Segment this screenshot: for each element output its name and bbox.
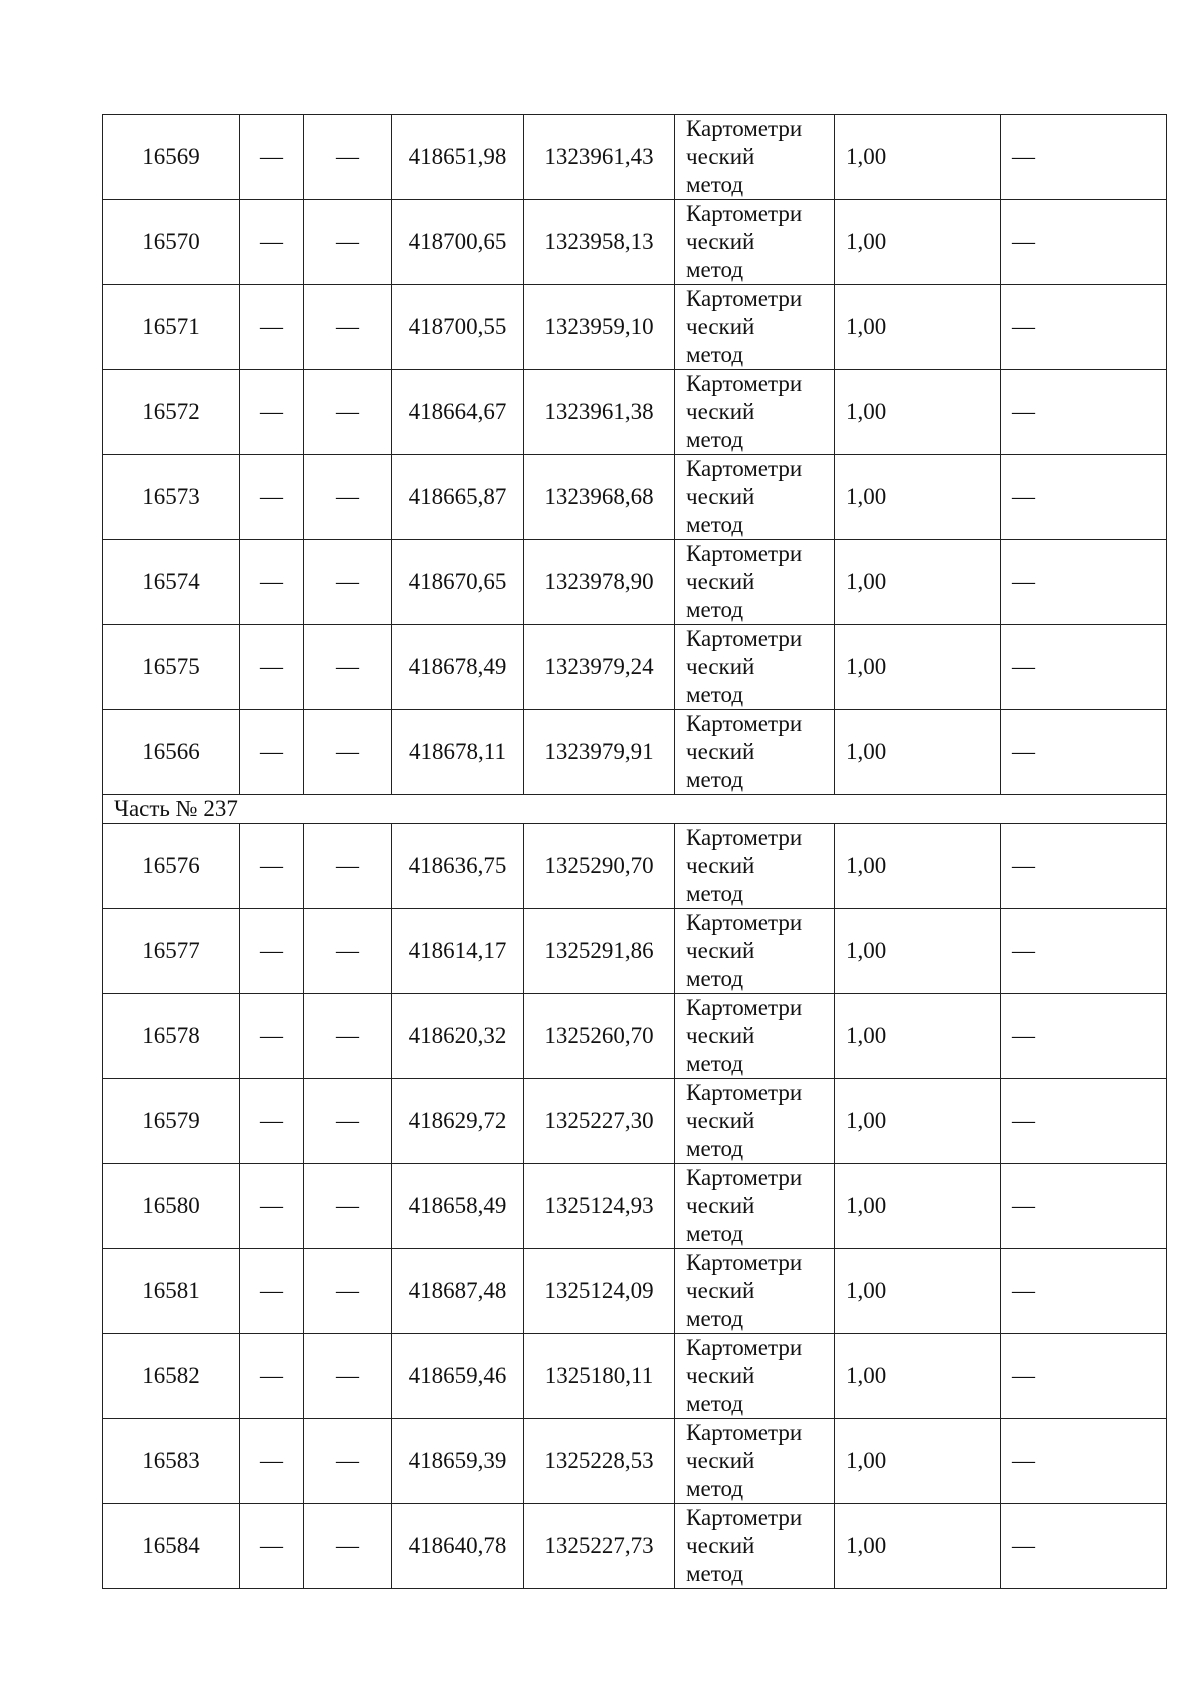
empty-dash-cell: —: [240, 455, 304, 540]
point-number-cell: 16574: [103, 540, 240, 625]
method-text-line: метод: [686, 342, 744, 367]
table-row: [103, 1164, 1167, 1249]
table-row: [103, 285, 1167, 370]
section-label: Часть № 237: [103, 795, 1167, 824]
x-coordinate-cell: 418651,98: [392, 115, 524, 200]
empty-dash-cell: —: [240, 1334, 304, 1419]
accuracy-cell: 1,00: [835, 994, 1001, 1079]
description-dash-cell: —: [1001, 994, 1167, 1079]
accuracy-cell: 1,00: [835, 1504, 1001, 1589]
accuracy-cell: 1,00: [835, 625, 1001, 710]
y-coordinate-cell: 1323961,43: [524, 115, 675, 200]
method-text-line: ческий: [686, 569, 755, 594]
point-number-cell: 16575: [103, 625, 240, 710]
point-number-cell: 16584: [103, 1504, 240, 1589]
empty-dash-cell: —: [240, 994, 304, 1079]
description-dash-cell: —: [1001, 909, 1167, 994]
y-coordinate-cell: 1323979,91: [524, 710, 675, 795]
y-coordinate-cell: 1325124,93: [524, 1164, 675, 1249]
empty-dash-cell: —: [240, 710, 304, 795]
x-coordinate-cell: 418636,75: [392, 824, 524, 909]
point-number-cell: 16569: [103, 115, 240, 200]
method-text-line: Картометри: [686, 825, 803, 850]
method-text-line: ческий: [686, 144, 755, 169]
point-number-cell: 16577: [103, 909, 240, 994]
empty-dash-cell: —: [304, 455, 392, 540]
table-body-after-section: [103, 824, 1167, 1589]
accuracy-cell: 1,00: [835, 1419, 1001, 1504]
method-text-line: Картометри: [686, 1505, 803, 1530]
y-coordinate-cell: 1325291,86: [524, 909, 675, 994]
table-row: [103, 710, 1167, 795]
method-cell: [675, 1249, 835, 1334]
accuracy-cell: 1,00: [835, 285, 1001, 370]
method-text-line: метод: [686, 597, 744, 622]
empty-dash-cell: —: [304, 710, 392, 795]
accuracy-cell: 1,00: [835, 909, 1001, 994]
table-row: [103, 455, 1167, 540]
accuracy-cell: 1,00: [835, 1164, 1001, 1249]
method-text-line: Картометри: [686, 1080, 803, 1105]
method-text-line: ческий: [686, 1023, 755, 1048]
method-text-line: ческий: [686, 938, 755, 963]
accuracy-cell: 1,00: [835, 200, 1001, 285]
description-dash-cell: —: [1001, 115, 1167, 200]
table-row: [103, 625, 1167, 710]
point-number-cell: 16583: [103, 1419, 240, 1504]
method-text-line: Картометри: [686, 711, 803, 736]
description-dash-cell: —: [1001, 710, 1167, 795]
empty-dash-cell: —: [304, 1504, 392, 1589]
empty-dash-cell: —: [304, 1164, 392, 1249]
table-row: [103, 994, 1167, 1079]
accuracy-cell: 1,00: [835, 1249, 1001, 1334]
y-coordinate-cell: 1325227,30: [524, 1079, 675, 1164]
point-number-cell: 16579: [103, 1079, 240, 1164]
point-number-cell: 16573: [103, 455, 240, 540]
x-coordinate-cell: 418678,11: [392, 710, 524, 795]
accuracy-cell: 1,00: [835, 455, 1001, 540]
description-dash-cell: —: [1001, 1334, 1167, 1419]
method-text-line: Картометри: [686, 1165, 803, 1190]
table-row: [103, 1334, 1167, 1419]
x-coordinate-cell: 418678,49: [392, 625, 524, 710]
method-cell: [675, 1334, 835, 1419]
empty-dash-cell: —: [240, 1164, 304, 1249]
method-text-line: ческий: [686, 1108, 755, 1133]
method-text-line: метод: [686, 1306, 744, 1331]
method-text-line: метод: [686, 257, 744, 282]
method-text-line: Картометри: [686, 541, 803, 566]
method-text-line: ческий: [686, 1278, 755, 1303]
method-text-line: ческий: [686, 1448, 755, 1473]
description-dash-cell: —: [1001, 1419, 1167, 1504]
method-cell: [675, 625, 835, 710]
x-coordinate-cell: 418665,87: [392, 455, 524, 540]
y-coordinate-cell: 1325180,11: [524, 1334, 675, 1419]
empty-dash-cell: —: [304, 285, 392, 370]
empty-dash-cell: —: [240, 200, 304, 285]
method-cell: [675, 115, 835, 200]
method-text-line: метод: [686, 1561, 744, 1586]
empty-dash-cell: —: [304, 1079, 392, 1164]
point-number-cell: 16582: [103, 1334, 240, 1419]
table-row: [103, 200, 1167, 285]
method-text-line: метод: [686, 682, 744, 707]
description-dash-cell: —: [1001, 824, 1167, 909]
table-body-before-section: [103, 115, 1167, 795]
method-text-line: ческий: [686, 314, 755, 339]
empty-dash-cell: —: [240, 285, 304, 370]
empty-dash-cell: —: [304, 540, 392, 625]
y-coordinate-cell: 1323978,90: [524, 540, 675, 625]
method-text-line: Картометри: [686, 116, 803, 141]
method-text-line: метод: [686, 1391, 744, 1416]
empty-dash-cell: —: [304, 1419, 392, 1504]
method-cell: [675, 285, 835, 370]
empty-dash-cell: —: [304, 200, 392, 285]
y-coordinate-cell: 1325124,09: [524, 1249, 675, 1334]
description-dash-cell: —: [1001, 625, 1167, 710]
method-text-line: метод: [686, 427, 744, 452]
table-row: [103, 1079, 1167, 1164]
table-row: [103, 540, 1167, 625]
method-text-line: метод: [686, 512, 744, 537]
point-number-cell: 16571: [103, 285, 240, 370]
method-text-line: ческий: [686, 654, 755, 679]
x-coordinate-cell: 418659,39: [392, 1419, 524, 1504]
method-cell: [675, 710, 835, 795]
empty-dash-cell: —: [240, 1249, 304, 1334]
empty-dash-cell: —: [304, 115, 392, 200]
empty-dash-cell: —: [304, 909, 392, 994]
x-coordinate-cell: 418700,55: [392, 285, 524, 370]
method-text-line: Картометри: [686, 910, 803, 935]
table-row: [103, 115, 1167, 200]
method-text-line: ческий: [686, 739, 755, 764]
x-coordinate-cell: 418687,48: [392, 1249, 524, 1334]
x-coordinate-cell: 418640,78: [392, 1504, 524, 1589]
method-cell: [675, 1164, 835, 1249]
table-row: [103, 1419, 1167, 1504]
method-text-line: метод: [686, 881, 744, 906]
section-header: [103, 795, 1167, 824]
x-coordinate-cell: 418664,67: [392, 370, 524, 455]
method-text-line: ческий: [686, 399, 755, 424]
x-coordinate-cell: 418620,32: [392, 994, 524, 1079]
table-row: [103, 824, 1167, 909]
accuracy-cell: 1,00: [835, 115, 1001, 200]
empty-dash-cell: —: [304, 994, 392, 1079]
method-text-line: Картометри: [686, 371, 803, 396]
method-text-line: Картометри: [686, 995, 803, 1020]
method-text-line: ческий: [686, 229, 755, 254]
empty-dash-cell: —: [240, 540, 304, 625]
description-dash-cell: —: [1001, 370, 1167, 455]
x-coordinate-cell: 418658,49: [392, 1164, 524, 1249]
empty-dash-cell: —: [304, 370, 392, 455]
x-coordinate-cell: 418614,17: [392, 909, 524, 994]
method-cell: [675, 994, 835, 1079]
description-dash-cell: —: [1001, 1079, 1167, 1164]
method-text-line: ческий: [686, 1193, 755, 1218]
method-cell: [675, 909, 835, 994]
empty-dash-cell: —: [240, 625, 304, 710]
method-text-line: метод: [686, 1051, 744, 1076]
x-coordinate-cell: 418700,65: [392, 200, 524, 285]
method-text-line: Картометри: [686, 1420, 803, 1445]
method-cell: [675, 200, 835, 285]
description-dash-cell: —: [1001, 455, 1167, 540]
method-text-line: метод: [686, 172, 744, 197]
method-text-line: ческий: [686, 484, 755, 509]
method-cell: [675, 1504, 835, 1589]
point-number-cell: 16572: [103, 370, 240, 455]
accuracy-cell: 1,00: [835, 710, 1001, 795]
method-text-line: Картометри: [686, 1250, 803, 1275]
point-number-cell: 16581: [103, 1249, 240, 1334]
empty-dash-cell: —: [304, 824, 392, 909]
method-cell: [675, 540, 835, 625]
y-coordinate-cell: 1323968,68: [524, 455, 675, 540]
method-text-line: Картометри: [686, 456, 803, 481]
point-number-cell: 16570: [103, 200, 240, 285]
empty-dash-cell: —: [304, 1249, 392, 1334]
point-number-cell: 16566: [103, 710, 240, 795]
method-text-line: ческий: [686, 853, 755, 878]
method-cell: [675, 370, 835, 455]
point-number-cell: 16578: [103, 994, 240, 1079]
method-text-line: Картометри: [686, 201, 803, 226]
section-row: [103, 795, 1167, 824]
y-coordinate-cell: 1323958,13: [524, 200, 675, 285]
empty-dash-cell: —: [240, 1419, 304, 1504]
y-coordinate-cell: 1325260,70: [524, 994, 675, 1079]
coordinates-table: [102, 114, 1167, 1589]
empty-dash-cell: —: [240, 824, 304, 909]
accuracy-cell: 1,00: [835, 824, 1001, 909]
method-text-line: метод: [686, 1221, 744, 1246]
point-number-cell: 16576: [103, 824, 240, 909]
method-cell: [675, 1419, 835, 1504]
method-text-line: Картометри: [686, 286, 803, 311]
empty-dash-cell: —: [304, 1334, 392, 1419]
accuracy-cell: 1,00: [835, 540, 1001, 625]
empty-dash-cell: —: [240, 1504, 304, 1589]
y-coordinate-cell: 1323979,24: [524, 625, 675, 710]
description-dash-cell: —: [1001, 1164, 1167, 1249]
description-dash-cell: —: [1001, 200, 1167, 285]
method-text-line: метод: [686, 966, 744, 991]
table-row: [103, 370, 1167, 455]
empty-dash-cell: —: [240, 115, 304, 200]
empty-dash-cell: —: [304, 625, 392, 710]
method-text-line: Картометри: [686, 1335, 803, 1360]
method-cell: [675, 455, 835, 540]
point-number-cell: 16580: [103, 1164, 240, 1249]
method-cell: [675, 824, 835, 909]
accuracy-cell: 1,00: [835, 1334, 1001, 1419]
method-text-line: метод: [686, 1136, 744, 1161]
description-dash-cell: —: [1001, 1249, 1167, 1334]
y-coordinate-cell: 1325228,53: [524, 1419, 675, 1504]
x-coordinate-cell: 418659,46: [392, 1334, 524, 1419]
table-row: [103, 1249, 1167, 1334]
table-row: [103, 909, 1167, 994]
empty-dash-cell: —: [240, 370, 304, 455]
method-text-line: ческий: [686, 1363, 755, 1388]
y-coordinate-cell: 1325290,70: [524, 824, 675, 909]
method-text-line: ческий: [686, 1533, 755, 1558]
method-text-line: метод: [686, 1476, 744, 1501]
empty-dash-cell: —: [240, 909, 304, 994]
y-coordinate-cell: 1323959,10: [524, 285, 675, 370]
table-row: [103, 1504, 1167, 1589]
method-text-line: метод: [686, 767, 744, 792]
x-coordinate-cell: 418670,65: [392, 540, 524, 625]
description-dash-cell: —: [1001, 1504, 1167, 1589]
accuracy-cell: 1,00: [835, 370, 1001, 455]
method-text-line: Картометри: [686, 626, 803, 651]
y-coordinate-cell: 1325227,73: [524, 1504, 675, 1589]
x-coordinate-cell: 418629,72: [392, 1079, 524, 1164]
accuracy-cell: 1,00: [835, 1079, 1001, 1164]
description-dash-cell: —: [1001, 285, 1167, 370]
empty-dash-cell: —: [240, 1079, 304, 1164]
method-cell: [675, 1079, 835, 1164]
description-dash-cell: —: [1001, 540, 1167, 625]
y-coordinate-cell: 1323961,38: [524, 370, 675, 455]
